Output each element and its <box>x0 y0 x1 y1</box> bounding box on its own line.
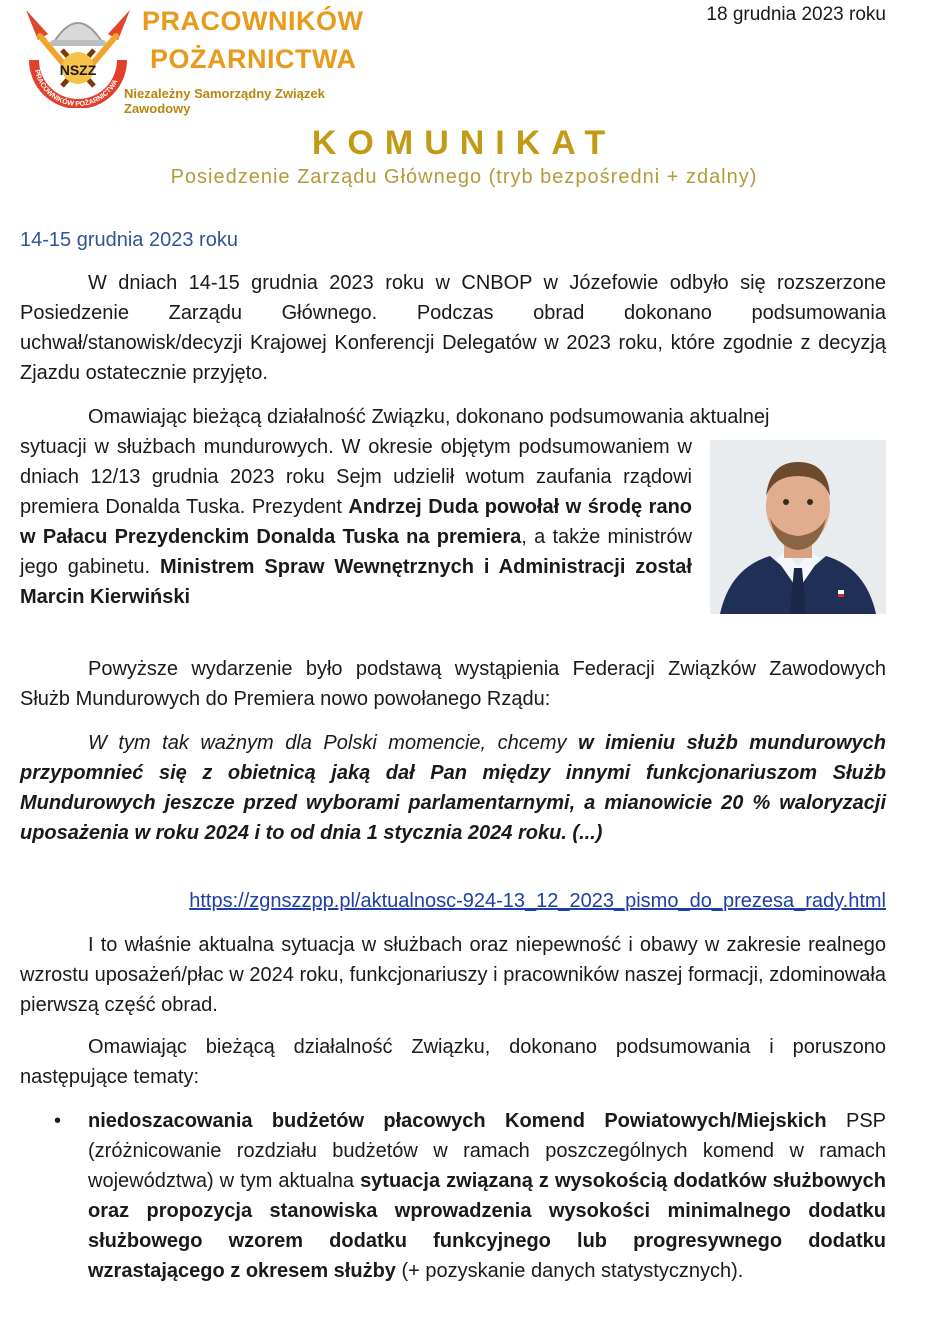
paragraph-4: I to właśnie aktualna sytuacja w służbach oraz niepewność i obawy w zakresie realnego wzrostu uposażeń/płac w 2024 roku, funkcjonariuszy i pracowników naszej formacji, zdominowała pierwszą część obrad. <box>20 934 886 1016</box>
paragraph-1: W dniach 14-15 grudnia 2023 roku w CNBOP w Józefowie odbyło się rozszerzone Posiedzenie Zarządu Głównego. Podczas obrad dokonano podsumowania uchwał/stanowisk/decyzji Krajowej Konferencji Delegatów w 2023 roku, które zgodnie z decyzją Zjazdu ostatecznie przyjęto. <box>20 272 886 384</box>
section-date: 14-15 grudnia 2023 roku <box>20 229 238 251</box>
bullet-bold-a: niedoszacowania budżetów płacowych Komend Powiatowych/Miejskich <box>88 1110 827 1132</box>
bullet-bold-c: sytuacja związaną z wysokością dodatków służbowych oraz propozycja stanowiska wprowadzenia wysokości minimalnego dodatku służbowego wzorem dodatku funkcyjnego lub progresywnego dodatku wzrastającego z okresem służby <box>88 1170 886 1282</box>
paragraph-2-first-line: Omawiając bieżącą działalność Związku, dokonano podsumowania aktualnej <box>88 406 770 428</box>
fire-union-emblem-icon <box>18 0 138 108</box>
bullet-item-1 <box>88 1106 886 1286</box>
quote-text-a: W tym tak ważnym dla Polski momencie, chcemy <box>88 732 579 754</box>
union-logo <box>14 0 394 116</box>
paragraph-5: Omawiając bieżącą działalność Związku, dokonano podsumowania i poruszono następujące tematy: <box>20 1036 886 1088</box>
paragraph-3: Powyższe wydarzenie było podstawą wystąpienia Federacji Związków Zawodowych Służb Mundurowych do Premiera nowo powołanego Rządu: <box>20 658 886 710</box>
logo-org-line1: PRACOWNIKÓW <box>142 6 364 36</box>
bullet-text-d: (+ pozyskanie danych statystycznych). <box>395 1260 744 1282</box>
source-link[interactable]: https://zgnszzpp.pl/aktualnosc-924-13_12_2023_pismo_do_prezesa_rady.html <box>189 890 886 912</box>
bullet-marker: • <box>54 1110 62 1132</box>
emblem-ring-text: PRACOWNIKÓW POŻARNICTWA <box>32 69 120 108</box>
minister-portrait-photo <box>710 440 886 614</box>
document-date: 18 grudnia 2023 roku <box>706 4 886 25</box>
paragraph-2-text-c: , a także ministrów jego gabinetu. <box>20 526 693 578</box>
paragraph-2 <box>20 432 692 612</box>
quote-block <box>20 728 886 848</box>
document-subtitle: Posiedzenie Zarządu Głównego (tryb bezpośredni + zdalny) <box>170 166 758 188</box>
bullet-text-b: PSP (zróżnicowanie rozdziału budżetów w ramach poszczególnych komend w ramach województwa) w tym aktualna <box>88 1110 887 1192</box>
paragraph-2-bold-d: Ministrem Spraw Wewnętrznych i Administracji został Marcin Kierwiński <box>20 556 692 608</box>
logo-org-subtitle: Niezależny Samorządny Związek Zawodowy <box>124 86 325 116</box>
logo-org-line2: POŻARNICTWA <box>150 44 357 74</box>
document-title: KOMUNIKAT <box>311 124 617 162</box>
emblem-letters: NSZZ <box>59 62 97 78</box>
quote-text-bold: w imieniu służb mundurowych przypomnieć się z obietnicą jaką dał Pan między innymi funkcjonariuszom Służb Mundurowych jeszcze przed wyborami parlamentarnymi, a mianowicie 20 % waloryzacji uposażenia w roku 2024 i to od dnia 1 stycznia 2024 roku. (...) <box>20 732 886 844</box>
paragraph-2-text-a: sytuacji w służbach mundurowych. W okresie objętym podsumowaniem w dniach 12/13 grudnia 2023 roku Sejm udzielił wotum zaufania rządowi premiera Donalda Tuska. Prezydent <box>20 436 692 518</box>
paragraph-2-bold-b: Andrzej Duda powołał w środę rano w Pałacu Prezydenckim Donalda Tuska na premiera <box>20 496 692 548</box>
